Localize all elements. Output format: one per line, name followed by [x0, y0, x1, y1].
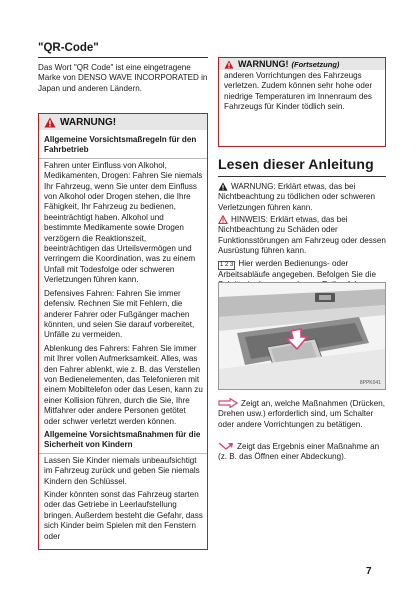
warning-paragraph: anderen Vorrichtungen des Fahrzeugs verletzen. Zudem können sehr hohe oder niedrige Temperaturen im Innenraum des Fahrzeugs für Kinder tödlich sein. — [224, 71, 373, 112]
warning-triangle-icon — [44, 117, 56, 128]
warning-label: WARNUNG! — [238, 59, 289, 69]
warning-label: WARNUNG! — [60, 116, 117, 128]
section-heading: Lesen dieser Anleitung — [218, 156, 374, 172]
page-number: 7 — [366, 566, 372, 577]
warning-triangle-icon — [224, 60, 234, 69]
steps-icon-label: 1 2 3 — [220, 262, 234, 268]
qr-code-text: Das Wort "QR Code" ist eine eingetragene Marke von DENSO WAVE INCORPORATED in Japan und anderen Ländern. — [38, 63, 208, 93]
warnung-explanation — [218, 182, 386, 213]
warning-paragraph: Ablenkung des Fahrers: Fahren Sie immer mit Ihrer vollen Aufmerksamkeit. Alles, was den Fahrer ablenkt, wie z. B. das Verstellen von Bedienelementen, das Telefonieren mit einem Mobiltelefon oder das Lesen, kann zu einer Kollision führen, durch die Sie, Ihre Mitfahrer oder andere Personen getötet oder schwer verletzt werden können. — [44, 343, 203, 426]
warning-subheading: Allgemeine Vorsichtsmaßnahmen für die Sicherheit von Kindern — [44, 429, 201, 450]
caution-triangle-icon — [218, 215, 228, 224]
subheading-rule — [39, 453, 207, 454]
warning-triangle-icon — [218, 182, 228, 191]
warning-box — [38, 113, 208, 550]
warning-paragraph: Lassen Sie Kinder niemals unbeaufsichtigt im Fahrzeug zurück und geben Sie niemals Kindern den Schlüssel. — [44, 455, 200, 486]
warning-paragraph: Defensives Fahren: Fahren Sie immer defensiv. Rechnen Sie mit Fehlern, die anderer Fahrer oder Fußgänger machen könnten, und seien Sie darauf vorbereitet, Unfälle zu vermeiden. — [44, 288, 195, 340]
warning-paragraph: Fahren unter Einfluss von Alkohol, Medikamenten, Drogen: Fahren Sie niemals Ihr Fahrzeug, wenn Sie unter dem Einfluss von Alkohol oder Drogen stehen, die Ihre Fähigkeit, Ihr Fahrzeug zu bedienen, beeinträchtigt haben. Alkohol und bestimmte Medikamente sowie Drogen verzögern die Reaktionszeit, beeinträchtigen das Urteilsvermögen und verringern die Koordination, was zu einem Unfall mit Todesfolge oder schweren Verletzungen führen kann. — [44, 160, 203, 285]
subheading-rule — [39, 158, 207, 159]
result-arrow-text: Zeigt das Ergebnis einer Maßnahme an (z. B. das Öffnen einer Abdeckung). — [218, 442, 380, 462]
qr-code-heading: "QR-Code" — [38, 42, 99, 54]
figure-code: 8PPK041 — [359, 380, 381, 386]
console-illustration — [219, 283, 385, 389]
warning-continued-label: (Fortsetzung) — [291, 59, 340, 69]
heading-rule — [218, 176, 386, 177]
heading-rule — [38, 57, 208, 58]
warnung-text: WARNUNG: Erklärt etwas, das bei Nichtbeachtung zu tödlichen oder schweren Verletzungen führen kann. — [218, 182, 376, 212]
hinweis-text: HINWEIS: Erklärt etwas, das bei Nichtbeachtung zu Schäden oder Funktionsstörungen am Fahrzeug oder dessen Ausrüstung führen kann. — [218, 215, 386, 256]
warning-paragraph: Kinder könnten sonst das Fahrzeug starten oder das Getriebe in Leerlaufstellung bringen. Außerdem besteht die Gefahr, dass sich Kinder beim Spielen mit den Fenstern oder — [44, 490, 203, 541]
steps-text: Hier werden Bedienungs- oder Arbeitsabläufe angegeben. Befolgen Sie die — [218, 259, 376, 279]
steps-icon — [218, 261, 235, 270]
action-arrow-icon — [218, 398, 238, 408]
warning-subheading: Allgemeine Vorsichtsmaßregeln für den Fahrbetrieb — [44, 135, 197, 155]
warning-body — [219, 70, 385, 113]
warning-continued-box — [218, 57, 386, 147]
illustration-overhead-console — [218, 282, 386, 390]
warning-header — [219, 58, 385, 70]
result-arrow-icon — [218, 441, 234, 451]
warning-body — [39, 130, 207, 542]
action-arrow-explanation — [218, 398, 386, 430]
hinweis-explanation — [218, 215, 386, 257]
result-arrow-explanation — [218, 441, 386, 463]
action-arrow-text: Zeigt an, welche Maßnahmen (Drücken, Drehen usw.) erforderlich sind, um Schalter oder andere Vorrichtungen zu betätigen. — [218, 399, 385, 429]
warning-header — [39, 114, 207, 130]
